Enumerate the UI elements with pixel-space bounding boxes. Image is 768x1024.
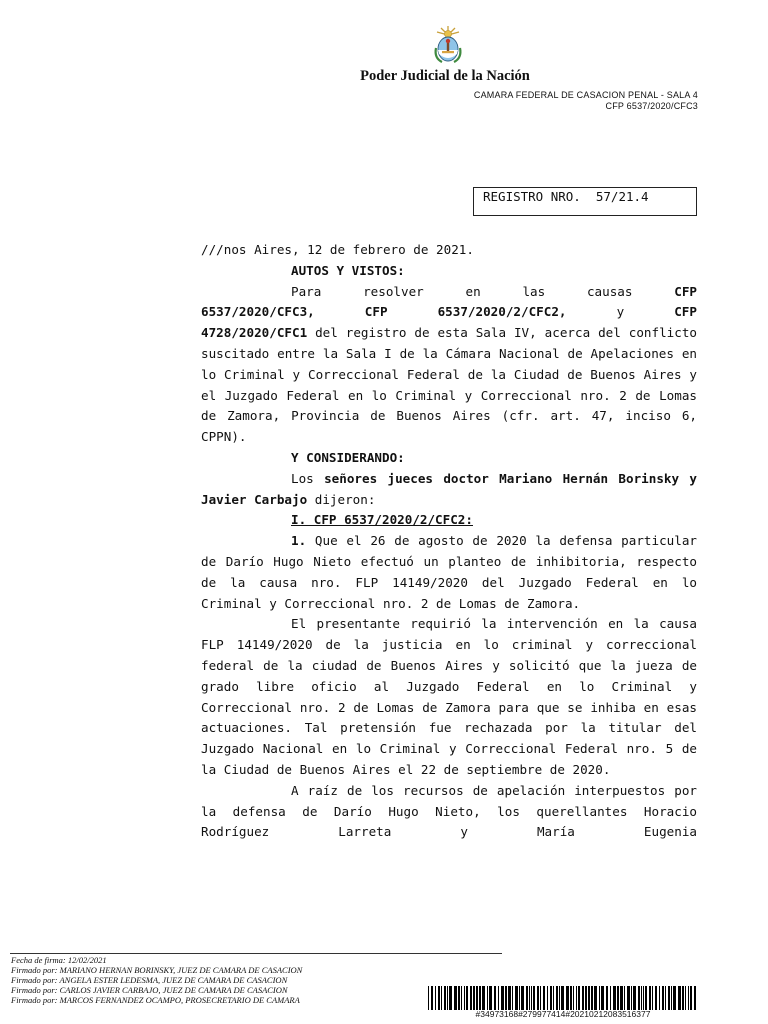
para-rest: 4728/2020/CFC1 del registro de esta Sala IV, acerca del conflicto suscitado entre la Sala I de la Cámara Nacional de Apelaciones en lo Criminal y Correccional Federal de la Ciudad de Buenos Aires y el Juzgado Federal en lo Criminal y Correccional nro. 2 de Lomas de Zamora, Provincia de Buenos Aires (cfr. art. 47, inciso 6, CPPN). [201, 325, 697, 445]
autos-heading: AUTOS Y VISTOS: [291, 262, 405, 278]
barcode-bar [690, 986, 692, 1010]
barcode [428, 986, 698, 1010]
barcode-bar [454, 986, 457, 1010]
barcode-bar [688, 986, 689, 1010]
section-heading: I. CFP 6537/2020/2/CFC2: [291, 512, 473, 528]
court-name: CAMARA FEDERAL DE CASACION PENAL - SALA 4 [473, 90, 698, 100]
barcode-bar [479, 986, 481, 1010]
barcode-bar [610, 986, 611, 1010]
barcode-bar [521, 986, 524, 1010]
para-line-1: Para resolver en las causas CFP [291, 283, 697, 299]
org-title: Poder Judicial de la Nación [360, 68, 530, 84]
barcode-bar [606, 986, 608, 1010]
barcode-bar [550, 986, 552, 1010]
barcode-bar [570, 986, 572, 1010]
barcode-bar [649, 986, 651, 1010]
footer-divider [10, 953, 502, 954]
barcode-bar [613, 986, 616, 1010]
barcode-bar [659, 986, 660, 1010]
barcode-bar [447, 986, 448, 1010]
barcode-bar [441, 986, 442, 1010]
registro-box: REGISTRO NRO. 57/21.4 [473, 187, 697, 216]
barcode-bar [508, 986, 511, 1010]
barcode-bar [444, 986, 446, 1010]
paragraph-1: 1. Que el 26 de agosto de 2020 la defensa particular de Darío Hugo Nieto efectuó un planteo de inhibitoria, respecto de la causa nro. FLP 14149/2020 del Juzgado Federal en lo Criminal y Correccional nro. 2 de Lomas de Zamora. [201, 533, 697, 611]
barcode-bar [449, 986, 452, 1010]
barcode-bar [498, 986, 499, 1010]
barcode-bar [652, 986, 653, 1010]
barcode-bar [582, 986, 584, 1010]
barcode-bar [633, 986, 636, 1010]
para-line-2: 6537/2020/CFC3, CFP 6537/2020/2/CFC2, y CFP [201, 304, 697, 320]
barcode-bar [531, 986, 532, 1010]
barcode-bar [594, 986, 597, 1010]
barcode-bar [533, 986, 535, 1010]
barcode-bar [585, 986, 587, 1010]
paragraph-2: El presentante requirió la intervención en la causa FLP 14149/2020 de la justicia en lo criminal y correccional federal de la ciudad de Buenos Aires y solicitó que la jueza de grado libre oficio al Juzgado Federal en lo Criminal y Correccional nro. 2 de Lomas de Zamora para que se inhiba en esas actuaciones. Tal pretensión fue rechazada por la titular del Juzgado Nacional en lo Criminal y Correccional Federal nro. 5 de la Ciudad de Buenos Aires el 22 de septiembre de 2020. [201, 616, 697, 777]
barcode-bar [588, 986, 590, 1010]
barcode-bar [559, 986, 560, 1010]
barcode-bar [641, 986, 642, 1010]
document-body [201, 240, 697, 843]
coat-of-arms-icon [428, 24, 468, 64]
barcode-bar [537, 986, 539, 1010]
barcode-bar [668, 986, 670, 1010]
barcode-bar [473, 986, 475, 1010]
barcode-bar [470, 986, 472, 1010]
signature-line: Firmado por: MARIANO HERNAN BORINSKY, JUEZ DE CAMARA DE CASACION [11, 965, 303, 975]
barcode-bar [553, 986, 554, 1010]
barcode-bar [599, 986, 600, 1010]
barcode-bar [519, 986, 520, 1010]
signature-footer [11, 955, 302, 1005]
barcode-bar [627, 986, 630, 1010]
barcode-bar [662, 986, 664, 1010]
barcode-bar [643, 986, 644, 1010]
signature-date: Fecha de firma: 12/02/2021 [11, 955, 107, 965]
barcode-bar [494, 986, 496, 1010]
date-line: ///nos Aires, 12 de febrero de 2021. [201, 242, 474, 257]
barcode-bar [547, 986, 548, 1010]
barcode-bar [638, 986, 640, 1010]
barcode-bar [673, 986, 676, 1010]
barcode-bar [591, 986, 593, 1010]
barcode-bar [678, 986, 681, 1010]
barcode-bar [576, 986, 577, 1010]
barcode-bar [435, 986, 436, 1010]
barcode-bar [682, 986, 684, 1010]
barcode-bar [540, 986, 541, 1010]
considerando-heading: Y CONSIDERANDO: [291, 449, 405, 465]
barcode-bar [464, 986, 465, 1010]
barcode-bar [566, 986, 569, 1010]
signature-line: Firmado por: CARLOS JAVIER CARBAJO, JUEZ DE CAMARA DE CASACION [11, 985, 288, 995]
barcode-bar [561, 986, 564, 1010]
barcode-bar [428, 986, 429, 1010]
barcode-number: #34973168#279977414#20210212083516377 [475, 1009, 651, 1019]
case-number: CFP 6537/2020/CFC3 [605, 101, 698, 111]
barcode-bar [438, 986, 440, 1010]
barcode-bar [501, 986, 504, 1010]
signature-line: Firmado por: MARCOS FERNANDEZ OCAMPO, PROSECRETARIO DE CAMARA [11, 995, 300, 1005]
paragraph-3: A raíz de los recursos de apelación interpuestos por la defensa de Darío Hugo Nieto, los querellantes Horacio Rodríguez Larreta y María Eugenia [201, 782, 697, 840]
jueces-paragraph: Los señores jueces doctor Mariano Hernán Borinsky y Javier Carbajo dijeron: [201, 470, 697, 507]
barcode-bar [624, 986, 625, 1010]
barcode-bar [631, 986, 632, 1010]
barcode-bar [655, 986, 657, 1010]
barcode-bar [578, 986, 580, 1010]
barcode-bar [466, 986, 468, 1010]
barcode-bar [694, 986, 696, 1010]
barcode-bar [461, 986, 462, 1010]
barcode-bar [556, 986, 558, 1010]
barcode-bar [671, 986, 672, 1010]
barcode-bar [476, 986, 478, 1010]
barcode-bar [505, 986, 507, 1010]
barcode-bar [512, 986, 513, 1010]
barcode-bar [489, 986, 492, 1010]
barcode-bar [617, 986, 619, 1010]
barcode-bar [620, 986, 623, 1010]
barcode-bar [482, 986, 485, 1010]
barcode-bar [601, 986, 604, 1010]
barcode-bar [458, 986, 460, 1010]
barcode-bar [431, 986, 433, 1010]
barcode-bar [685, 986, 686, 1010]
signature-line: Firmado por: ANGELA ESTER LEDESMA, JUEZ DE CAMARA DE CASACION [11, 975, 288, 985]
barcode-bar [573, 986, 574, 1010]
barcode-bar [543, 986, 545, 1010]
barcode-bar [665, 986, 666, 1010]
barcode-bar [487, 986, 488, 1010]
barcode-bar [645, 986, 647, 1010]
barcode-bar [529, 986, 530, 1010]
barcode-bar [515, 986, 518, 1010]
barcode-bar [526, 986, 528, 1010]
